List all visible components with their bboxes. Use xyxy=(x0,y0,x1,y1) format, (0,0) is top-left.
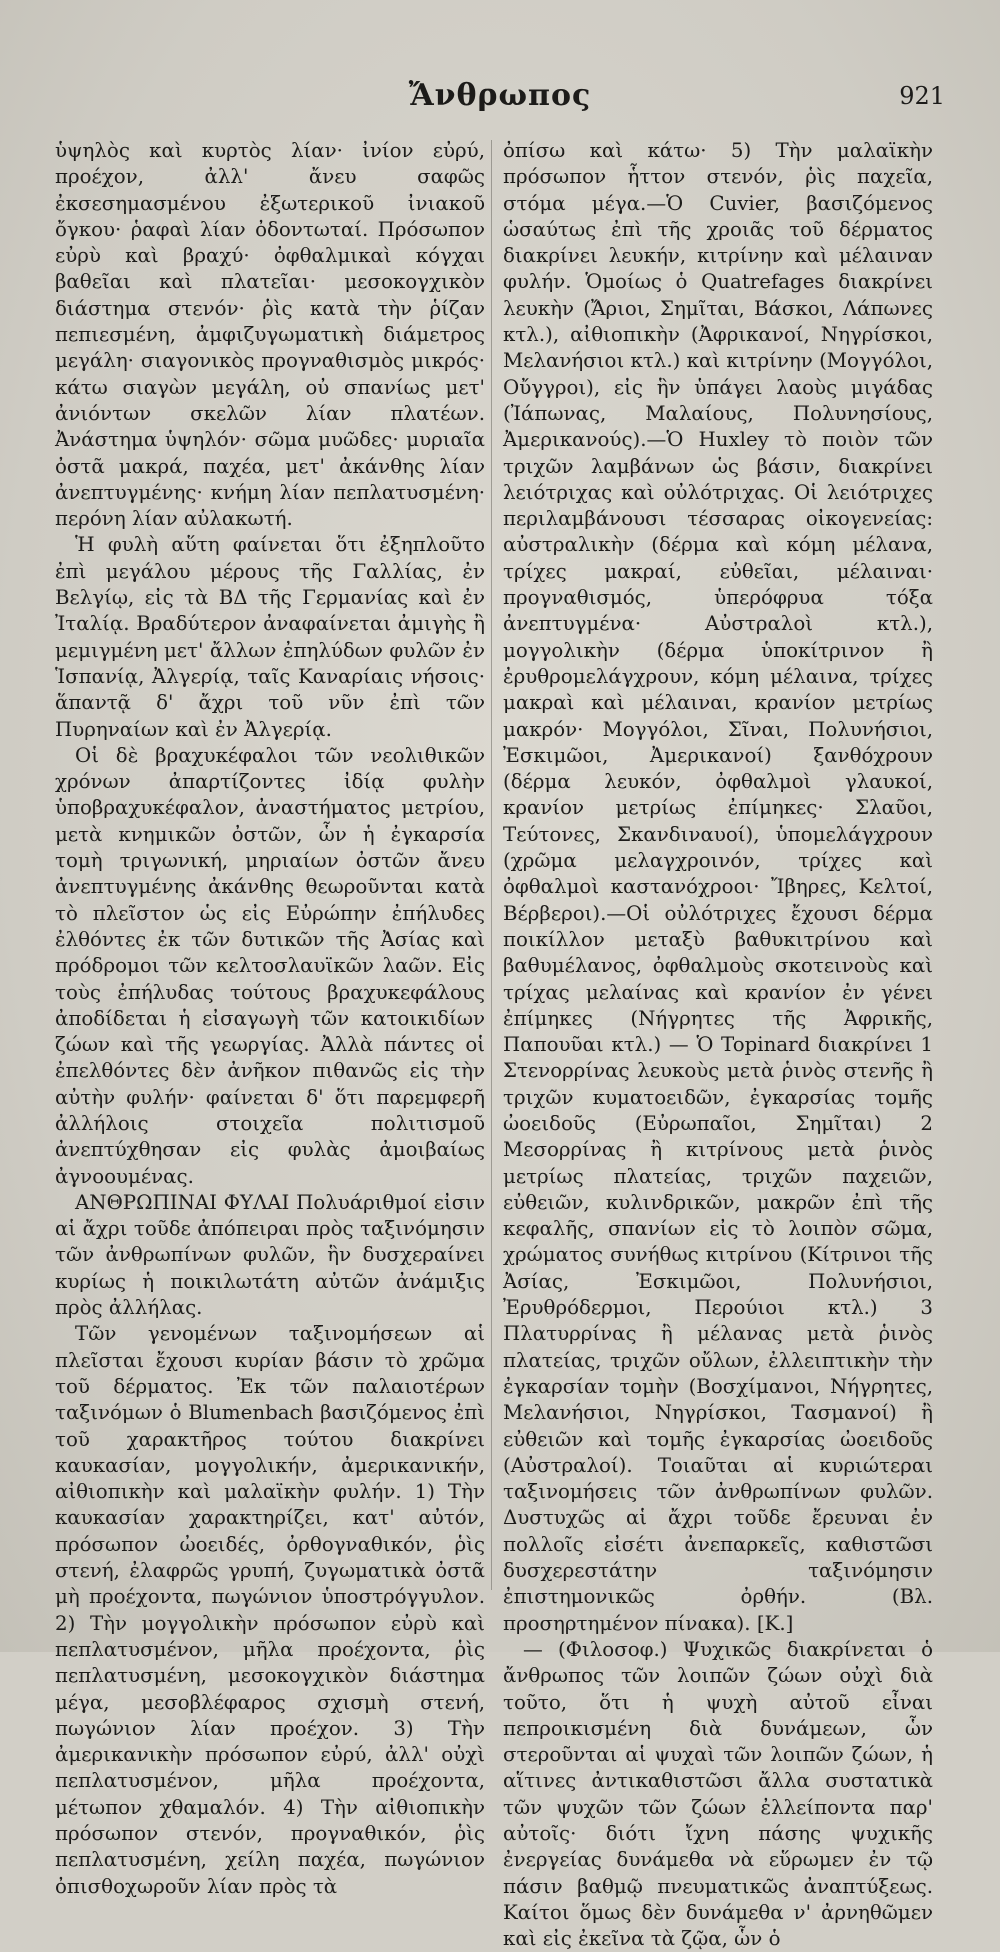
paragraph: Ἡ φυλὴ αὕτη φαίνεται ὅτι ἐξηπλοῦτο ἐπὶ μεγάλου μέρους τῆς Γαλλίας, ἐν Βελγίῳ, εἰς τὰ ΒΔ τῆς Γερμανίας καὶ ἐν Ἰταλίᾳ. Βραδύτερον ἀναφαίνεται ἀμιγὴς ἢ μεμιγμένη μετ' ἄλλων ἐπηλύδων φυλῶν ἐν Ἱσπανίᾳ, Ἀλγερίᾳ, ταῖς Καναρίαις νήσοις· ἅπαντᾷ δ' ἄχρι τοῦ νῦν ἐπὶ τῶν Πυρηναίων καὶ ἐν Ἀλγερίᾳ. xyxy=(55,533,485,741)
paragraph: Τῶν γενομένων ταξινομήσεων αἱ πλεῖσται ἔχουσι κυρίαν βάσιν τὸ χρῶμα τοῦ δέρματος. Ἐκ τῶν παλαιοτέρων ταξινόμων ὁ Blumenbach βασιζόμενος ἐπὶ τοῦ χαρακτῆρος τούτου διακρίνει καυκασίαν, μογγολικήν, ἀμερικανικήν, αἰθιοπικὴν καὶ μαλαϊκὴν φυλήν. 1) Τὴν καυκασίαν χαρακτηρίζει, κατ' αὐτόν, πρόσωπον ὠοειδές, ὀρθογναθικόν, ῥὶς στενή, ἐλαφρῶς γρυπή, ζυγωματικὰ ὀστᾶ μὴ προέχοντα, πωγώνιον ὑποστρόγγυλον. 2) Τὴν μογγολικὴν πρόσωπον εὐρὺ καὶ πεπλατυσμένον, μῆλα προέχοντα, ῥὶς πεπλατυσμένη, μεσοκογχικὸν διάστημα μέγα, μεσοβλέφαρος σχισμὴ στενή, πωγώνιον λίαν προέχον. 3) Τὴν ἀμερικανικὴν πρόσωπον εὐρύ, ἀλλ' οὐχὶ πεπλατυσμένον, μῆλα προέχοντα, μέτωπον χθαμαλόν. 4) Τὴν αἰθιοπικὴν πρόσωπον στενόν, προγναθικόν, ῥὶς πεπλατυσμένη, χείλη παχέα, πωγώνιον ὀπισθοχωροῦν λίαν πρὸς τὰ xyxy=(55,1322,485,1898)
left-column xyxy=(55,138,485,1900)
running-head: Ἄνθρωπος xyxy=(408,78,592,113)
paragraph: — (Φιλοσοφ.) Ψυχικῶς διακρίνεται ὁ ἄνθρωπος τῶν λοιπῶν ζώων οὐχὶ διὰ τοῦτο, ὅτι ἡ ψυχὴ αὐτοῦ εἶναι πεπροικισμένη διὰ δυνάμεων, ὧν στεροῦνται αἱ ψυχαὶ τῶν λοιπῶν ζώων, ἡ αἵτινες ἀντικαθιστῶσι ἄλλα συστατικὰ τῶν ψυχῶν τῶν ζώων ἐλλείποντα παρ' αὐτοῖς· διότι ἴχνη πάσης ψυχικῆς ἐνεργείας δυνάμεθα νὰ εὕρωμεν ἐν τῷ πάσιν βαθμῷ πνευματικῶς ἀναπτύξεως. Καίτοι ὅμως δὲν δυνάμεθα ν' ἀρνηθῶμεν καὶ εἰς ἐκεῖνα τὰ ζῷα, ὧν ὁ xyxy=(503,1637,933,1951)
page-number: 921 xyxy=(899,82,945,110)
paragraph: ὑψηλὸς καὶ κυρτὸς λίαν· ἰνίον εὐρύ, προέχον, ἀλλ' ἄνευ σαφῶς ἐκσεσημασμένου ἐξωτερικοῦ ἰνιακοῦ ὄγκου· ῥαφαὶ λίαν ὀδοντωταί. Πρόσωπον εὐρὺ καὶ βραχύ· ὀφθαλμικαὶ κόγχαι βαθεῖαι καὶ πλατεῖαι· μεσοκογχικὸν διάστημα στενόν· ῥὶς κατὰ τὴν ῥίζαν πεπιεσμένη, ἀμφιζυγωματικὴ διάμετρος μεγάλη· σιαγονικὸς προγναθισμὸς μικρός· κάτω σιαγὼν μεγάλη, οὐ σπανίως μετ' ἀνιόντων σκελῶν λίαν πλατέων. Ἀνάστημα ὑψηλόν· σῶμα μυῶδες· μυριαῖα ὀστᾶ μακρά, παχέα, μετ' ἀκάνθης λίαν ἀνεπτυγμένης· κνήμη λίαν πεπλατυσμένη· περόνη λίαν αὐλακωτή. xyxy=(55,139,485,531)
column-divider xyxy=(491,140,492,1590)
paragraph: ὀπίσω καὶ κάτω· 5) Τὴν μαλαϊκὴν πρόσωπον ἧττον στενόν, ῥὶς παχεῖα, στόμα μέγα.—Ὁ Cuvier, βασιζόμενος ὡσαύτως ἐπὶ τῆς χροιᾶς τοῦ δέρματος διακρίνει λευκήν, κιτρίνην καὶ μέλαιναν φυλήν. Ὁμοίως ὁ Quatrefages διακρίνει λευκὴν (Ἄριοι, Σημῖται, Βάσκοι, Λάπωνες κτλ.), αἰθιοπικὴν (Ἀφρικανοί, Νηγρίσκοι, Μελανήσιοι κτλ.) καὶ κιτρίνην (Μογγόλοι, Οὔγγροι), εἰς ἣν ὑπάγει λαοὺς μιγάδας (Ἰάπωνας, Μαλαίους, Πολυνησίους, Ἀμερικανούς).—Ὁ Huxley τὸ ποιὸν τῶν τριχῶν λαμβάνων ὡς βάσιν, διακρίνει λειότριχας καὶ οὐλότριχας. Οἱ λειότριχες περιλαμβάνουσι τέσσαρας οἰκογενείας: αὐστραλικὴν (δέρμα καὶ κόμη μέλανα, τρίχες μακραί, εὐθεῖαι, μέλαιναι· προγναθισμός, ὑπερόφρυα τόξα ἀνεπτυγμένα· Αὐστραλοὶ κτλ.), μογγολικὴν (δέρμα ὑποκίτρινον ἢ ἐρυθρομελάγχρουν, κόμη μέλαινα, τρίχες μακραὶ καὶ μέλαιναι, κρανίον μετρίως μακρόν· Μογγόλοι, Σῖναι, Πολυνήσιοι, Ἐσκιμῶοι, Ἀμερικανοί) ξανθόχρουν (δέρμα λευκόν, ὀφθαλμοὶ γλαυκοί, κρανίον μετρίως ἐπίμηκες· Σλαῦοι, Τεύτονες, Σκανδιναυοί), ὑπομελάγχρουν (χρῶμα μελαγχροινόν, τρίχες καὶ ὀφθαλμοὶ καστανόχροοι· Ἴβηρες, Κελτοί, Βέρβεροι).—Οἱ οὐλότριχες ἔχουσι δέρμα ποικίλλον μεταξὺ βαθυκιτρίνου καὶ βαθυμέλανος, ὀφθαλμοὺς σκοτεινοὺς καὶ τρίχας μελαίνας καὶ κρανίον ἐν γένει ἐπίμηκες (Νήγρητες τῆς Ἀφρικῆς, Παπουῦαι κτλ.) — Ὁ Topinard διακρίνει 1 Στενορρίνας λευκοὺς μετὰ ῥινὸς στενῆς ἢ τριχῶν κυματοειδῶν, ἐγκαρσίας τομῆς ὠοειδοῦς (Εὐρωπαῖοι, Σημῖται) 2 Μεσορρίνας ἢ κιτρίνους μετὰ ῥινὸς μετρίως πλατείας, τριχῶν παχειῶν, εὐθειῶν, κυλινδρικῶν, μακρῶν ἐπὶ τῆς κεφαλῆς, σπανίων εἰς τὸ λοιπὸν σῶμα, χρώματος συνήθως κιτρίνου (Κίτρινοι τῆς Ἀσίας, Ἐσκιμῶοι, Πολυνήσιοι, Ἐρυθρόδερμοι, Περούιοι κτλ.) 3 Πλατυρρίνας ἢ μέλανας μετὰ ῥινὸς πλατείας, τριχῶν οὔλων, ἐλλειπτικὴν τὴν ἐγκαρσίαν τομὴν (Βοσχίμανοι, Νήγρητες, Μελανήσιοι, Νηγρίσκοι, Τασμανοί) ἢ εὐθειῶν καὶ τομῆς ἐγκαρσίας ὠοειδοῦς (Αὐστραλοί). Τοιαῦται αἱ κυριώτεραι ταξινομήσεις τῶν ἀνθρωπίνων φυλῶν. Δυστυχῶς αἱ ἄχρι τοῦδε ἔρευναι ἐν πολλοῖς εἰσέτι ἀνεπαρκεῖς, καθιστῶσι δυσχερεστάτην ταξινόμησιν ἐπιστημονικῶς ὀρθήν. (Βλ. προσηρτημένον πίνακα). [Κ.] xyxy=(503,139,933,1635)
paragraph: Οἱ δὲ βραχυκέφαλοι τῶν νεολιθικῶν χρόνων ἀπαρτίζοντες ἰδίᾳ φυλὴν ὑποβραχυκέφαλον, ἀναστήματος μετρίου, μετὰ κνημικῶν ὀστῶν, ὧν ἡ ἐγκαρσία τομὴ τριγωνική, μηριαίων ὀστῶν ἄνευ ἀνεπτυγμένης ἀκάνθης θεωροῦνται κατὰ τὸ πλεῖστον ὡς εἰς Εὐρώπην ἐπήλυδες ἐλθόντες ἐκ τῶν δυτικῶν τῆς Ἀσίας καὶ πρόδρομοι τῶν κελτοσλαυϊκῶν λαῶν. Εἰς τοὺς ἐπήλυδας τούτους βραχυκεφάλους ἀποδίδεται ἡ εἰσαγωγὴ τῶν κατοικιδίων ζώων καὶ τῆς γεωργίας. Ἀλλὰ πάντες οἱ ἐπελθόντες δὲν ἀνῆκον πιθανῶς εἰς τὴν αὐτὴν φυλήν· φαίνεται δ' ὅτι παρεμφερῆ ἀλλήλοις στοιχεῖα πολιτισμοῦ ἀνεπτύχθησαν εἰς φυλὰς ἀμοιβαίως ἀγνοουμένας. xyxy=(55,743,485,1188)
right-column xyxy=(503,138,933,1952)
paragraph: ΑΝΘΡΩΠΙΝΑΙ ΦΥΛΑΙ Πολυάριθμοί εἰσιν αἱ ἄχρι τοῦδε ἀπόπειραι πρὸς ταξινόμησιν τῶν ἀνθρωπίνων φυλῶν, ἣν δυσχεραίνει κυρίως ἡ ποικιλωτάτη αὐτῶν ἀνάμιξις πρὸς ἀλλήλας. xyxy=(55,1190,485,1320)
page-header xyxy=(55,78,945,122)
